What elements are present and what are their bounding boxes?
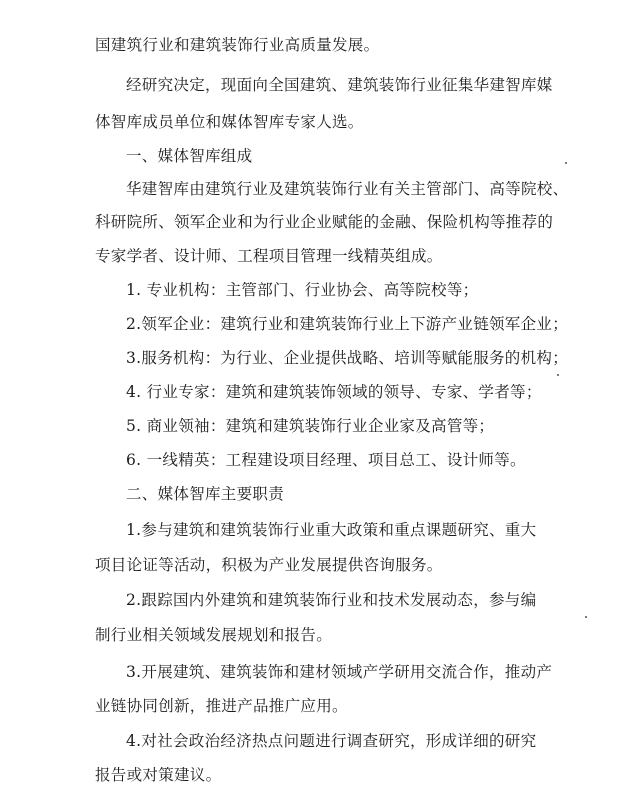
paragraph-line: 经研究决定，现面向全国建筑、建筑装饰行业征集华建智库媒 <box>126 76 553 94</box>
scan-speck <box>585 616 587 618</box>
scan-speck <box>557 374 559 376</box>
paragraph-line: 2.跟踪国内外建筑和建筑装饰行业和技术发展动态，参与编 <box>126 591 537 609</box>
paragraph-line: 项目论证等活动，积极为产业发展提供咨询服务。 <box>95 556 443 574</box>
paragraph-line: 3.开展建筑、建筑装饰和建材领域产学研用交流合作，推动产 <box>126 663 553 681</box>
paragraph-line: 专家学者、设计师、工程项目管理一线精英组成。 <box>95 247 443 265</box>
paragraph-line: 体智库成员单位和媒体智库专家人选。 <box>95 113 364 131</box>
paragraph-line: 制行业相关领域发展规划和报告。 <box>95 626 333 644</box>
list-item: 4. 行业专家：建筑和建筑装饰领域的领导、专家、学者等； <box>126 383 542 401</box>
paragraph-line: 科研院所、领军企业和为行业企业赋能的金融、保险机构等推荐的 <box>95 213 554 231</box>
list-item: 2.领军企业：建筑行业和建筑装饰行业上下游产业链领军企业； <box>126 315 568 333</box>
paragraph-line: 业链协同创新，推进产品推广应用。 <box>95 697 348 715</box>
list-item: 5. 商业领袖：建筑和建筑装饰行业企业家及高管等； <box>126 417 495 435</box>
scan-speck <box>565 162 567 164</box>
list-item: 1. 专业机构：主管部门、行业协会、高等院校等； <box>126 281 479 299</box>
paragraph-line: 4.对社会政治经济热点问题进行调查研究，形成详细的研究 <box>126 732 537 750</box>
paragraph-line: 华建智库由建筑行业及建筑装饰行业有关主管部门、高等院校、 <box>126 180 569 198</box>
list-item: 6. 一线精英：工程建设项目经理、项目总工、设计师等。 <box>126 451 526 469</box>
list-item: 3.服务机构：为行业、企业提供战略、培训等赋能服务的机构； <box>126 349 568 367</box>
paragraph-line: 1.参与建筑和建筑装饰行业重大政策和重点课题研究、重大 <box>126 521 537 539</box>
section-heading: 一、媒体智库组成 <box>126 147 253 165</box>
section-heading: 二、媒体智库主要职责 <box>126 485 285 503</box>
paragraph-line: 国建筑行业和建筑装饰行业高质量发展。 <box>95 36 380 54</box>
paragraph-line: 报告或对策建议。 <box>95 766 222 784</box>
